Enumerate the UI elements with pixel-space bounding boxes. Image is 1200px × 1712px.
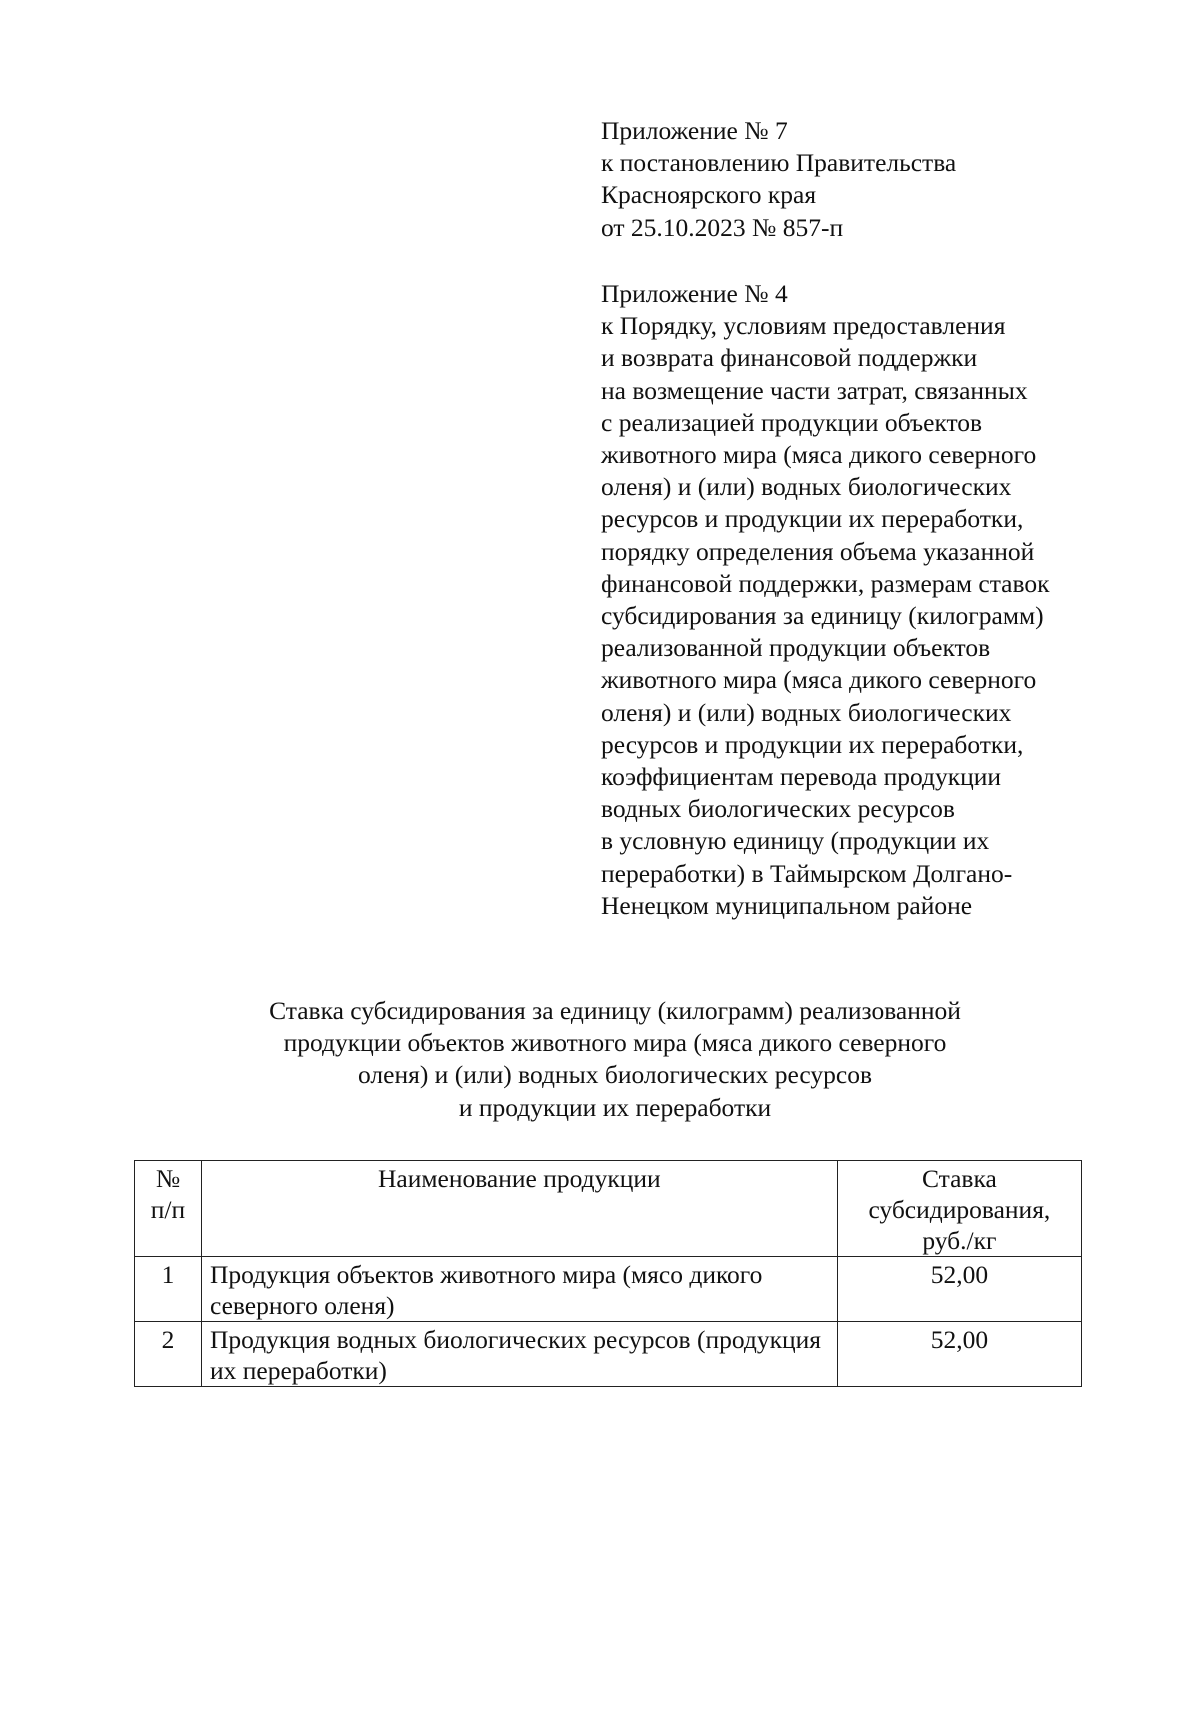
appendix-7-line: к постановлению Правительства xyxy=(601,148,957,178)
appendix-4-line: водных биологических ресурсов xyxy=(601,794,955,824)
appendix-4-line: ресурсов и продукции их переработки, xyxy=(601,504,1024,534)
appendix-4-line: финансовой поддержки, размерам ставок xyxy=(601,568,1050,598)
appendix-4-line: на возмещение части затрат, связанных xyxy=(601,375,1028,405)
appendix-4-line: с реализацией продукции объектов xyxy=(601,407,983,437)
table-row xyxy=(135,1322,1082,1387)
table-title xyxy=(130,995,1100,1124)
row-number: 1 xyxy=(135,1257,202,1322)
appendix-4-line: и возврата финансовой поддержки xyxy=(601,343,978,373)
table-title-line: и продукции их переработки xyxy=(458,1092,772,1122)
table-title-line: оленя) и (или) водных биологических ресурсов xyxy=(357,1060,873,1090)
appendix-4-line: коэффициентам перевода продукции xyxy=(601,762,1002,792)
row-product-name: Продукция объектов животного мира (мясо дикого северного оленя) xyxy=(201,1257,837,1322)
appendix-4-line: оленя) и (или) водных биологических xyxy=(601,472,1012,502)
appendix-4-line: переработки) в Таймырском Долгано- xyxy=(601,858,1013,888)
appendix-4-line: животного мира (мяса дикого северного xyxy=(601,440,1037,470)
appendix-4-line: Ненецком муниципальном районе xyxy=(601,890,973,920)
table-title-line: Ставка субсидирования за единицу (килограмм) реализованной xyxy=(269,996,961,1025)
table-row xyxy=(135,1257,1082,1322)
appendix-4-header xyxy=(601,278,1121,922)
appendix-4-line: реализованной продукции объектов xyxy=(601,633,991,663)
appendix-7-header xyxy=(601,115,1121,244)
header-rate-line: субсидирования, xyxy=(868,1195,1051,1224)
appendix-4-line: оленя) и (или) водных биологических xyxy=(601,697,1012,727)
table-title-line: продукции объектов животного мира (мяса дикого северного xyxy=(283,1028,947,1058)
header-number-line: п/п xyxy=(150,1195,186,1224)
appendix-7-line: Красноярского края xyxy=(601,180,817,210)
appendix-4-line: животного мира (мяса дикого северного xyxy=(601,665,1037,695)
appendix-4-line: в условную единицу (продукции их xyxy=(601,826,990,856)
header-rate-line: Ставка xyxy=(921,1164,997,1193)
appendix-7-line: Приложение № 7 xyxy=(601,116,788,145)
row-number: 2 xyxy=(135,1322,202,1387)
row-product-name: Продукция водных биологических ресурсов (продукция их переработки) xyxy=(201,1322,837,1387)
table-header-row xyxy=(135,1161,1082,1257)
header-rate-line: руб./кг xyxy=(922,1226,997,1255)
appendix-4-line: к Порядку, условиям предоставления xyxy=(601,311,1006,341)
subsidy-rate-table xyxy=(134,1160,1082,1387)
header-subsidy-rate xyxy=(837,1161,1081,1257)
header-number xyxy=(135,1161,202,1257)
row-rate-value: 52,00 xyxy=(837,1322,1081,1387)
header-product-name: Наименование продукции xyxy=(201,1161,837,1257)
header-number-line: № xyxy=(155,1164,181,1193)
appendix-4-line: порядку определения объема указанной xyxy=(601,536,1035,566)
appendix-4-line: Приложение № 4 xyxy=(601,279,788,308)
appendix-4-line: субсидирования за единицу (килограмм) xyxy=(601,601,1044,631)
appendix-4-line: ресурсов и продукции их переработки, xyxy=(601,729,1024,759)
appendix-7-line: от 25.10.2023 № 857-п xyxy=(601,212,844,242)
row-rate-value: 52,00 xyxy=(837,1257,1081,1322)
